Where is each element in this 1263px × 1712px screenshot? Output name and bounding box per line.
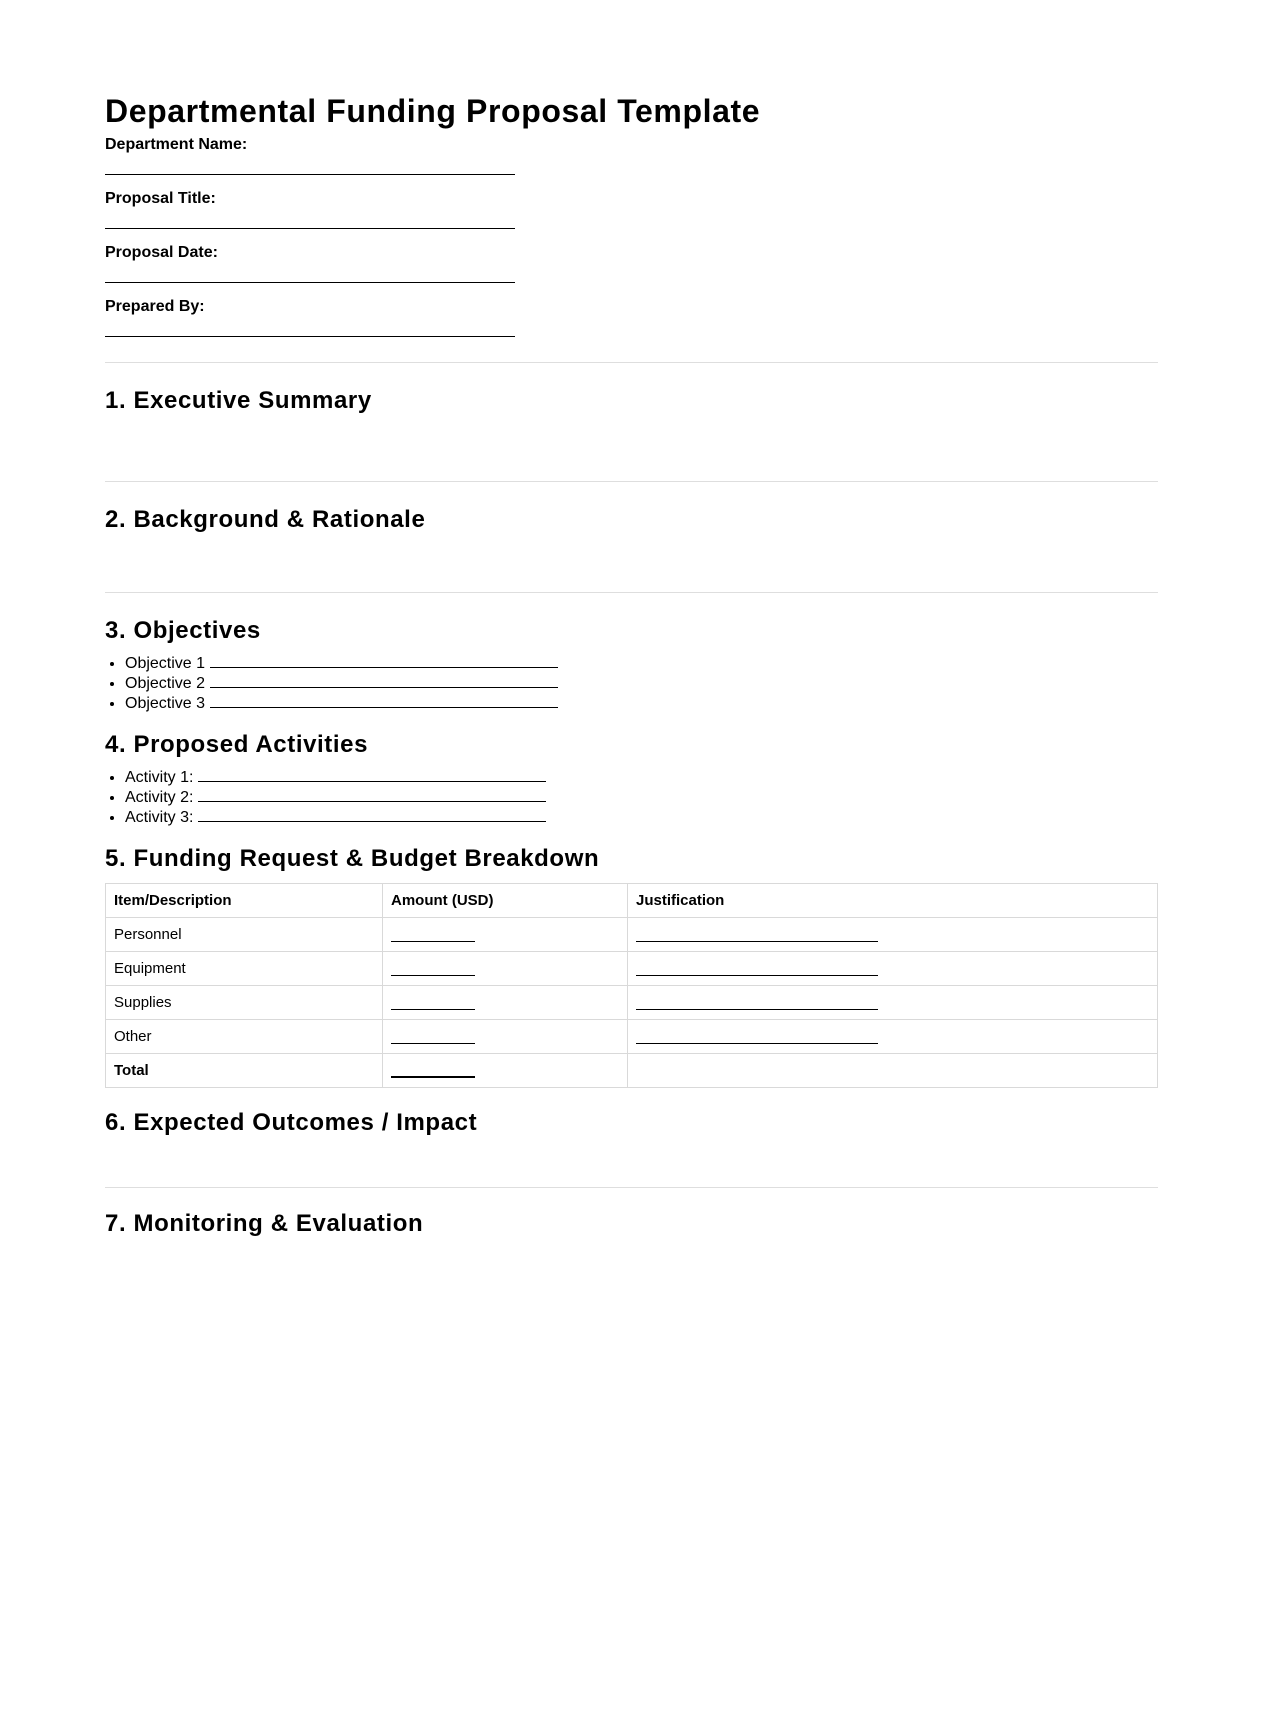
proposal-date-label: Proposal Date:: [105, 244, 218, 261]
justification-cell: [628, 1020, 1158, 1054]
justification-blank[interactable]: [636, 1043, 878, 1044]
table-row: [106, 952, 1158, 986]
justification-cell: [628, 918, 1158, 952]
amount-cell: [383, 1020, 628, 1054]
objective-blank[interactable]: [210, 653, 558, 668]
objectives-list: [105, 653, 558, 713]
divider: [105, 481, 1158, 482]
table-row: [106, 986, 1158, 1020]
department-name-label: Department Name:: [105, 136, 248, 153]
column-header-item: Item/Description: [106, 884, 383, 918]
budget-table: [105, 883, 1158, 1088]
section-heading-background: 2. Background & Rationale: [105, 506, 426, 533]
row-item-label: Other: [106, 1020, 383, 1054]
justification-cell: [628, 986, 1158, 1020]
activity-blank[interactable]: [198, 787, 546, 802]
activity-label: Activity 2:: [125, 789, 194, 806]
activity-label: Activity 3:: [125, 809, 194, 826]
objective-label: Objective 1: [125, 655, 206, 672]
activity-label: Activity 1:: [125, 769, 194, 786]
table-row: [106, 1020, 1158, 1054]
justification-cell: [628, 952, 1158, 986]
department-name-field[interactable]: [105, 174, 515, 175]
prepared-by-field[interactable]: [105, 336, 515, 337]
justification-blank[interactable]: [636, 975, 878, 976]
objective-label: Objective 2: [125, 675, 206, 692]
divider: [105, 362, 1158, 363]
amount-cell: [383, 986, 628, 1020]
amount-blank[interactable]: [391, 1009, 475, 1010]
row-item-label: Supplies: [106, 986, 383, 1020]
section-heading-funding: 5. Funding Request & Budget Breakdown: [105, 845, 600, 872]
section-heading-monitoring: 7. Monitoring & Evaluation: [105, 1210, 424, 1237]
total-label: Total: [106, 1054, 383, 1088]
document-title: Departmental Funding Proposal Template: [105, 93, 761, 129]
activities-list: [105, 767, 546, 827]
proposal-title-field[interactable]: [105, 228, 515, 229]
amount-blank[interactable]: [391, 941, 475, 942]
row-item-label: Personnel: [106, 918, 383, 952]
divider: [105, 1187, 1158, 1188]
proposal-date-field[interactable]: [105, 282, 515, 283]
list-item: [125, 787, 546, 807]
total-amount-cell: [383, 1054, 628, 1088]
table-header-row: [106, 884, 1158, 918]
row-item-label: Equipment: [106, 952, 383, 986]
proposal-title-label: Proposal Title:: [105, 190, 216, 207]
objective-label: Objective 3: [125, 695, 206, 712]
section-heading-executive-summary: 1. Executive Summary: [105, 387, 372, 414]
total-empty-cell: [628, 1054, 1158, 1088]
section-heading-activities: 4. Proposed Activities: [105, 731, 369, 758]
section-heading-objectives: 3. Objectives: [105, 617, 261, 644]
list-item: [125, 673, 558, 693]
amount-blank[interactable]: [391, 975, 475, 976]
list-item: [125, 693, 558, 713]
divider: [105, 592, 1158, 593]
column-header-amount: Amount (USD): [383, 884, 628, 918]
list-item: [125, 767, 546, 787]
justification-blank[interactable]: [636, 941, 878, 942]
table-row: [106, 918, 1158, 952]
objective-blank[interactable]: [210, 693, 558, 708]
amount-cell: [383, 918, 628, 952]
activity-blank[interactable]: [198, 807, 546, 822]
amount-cell: [383, 952, 628, 986]
amount-blank[interactable]: [391, 1043, 475, 1044]
list-item: [125, 653, 558, 673]
total-amount-blank[interactable]: [391, 1076, 475, 1078]
prepared-by-label: Prepared By:: [105, 298, 205, 315]
justification-blank[interactable]: [636, 1009, 878, 1010]
column-header-justification: Justification: [628, 884, 1158, 918]
activity-blank[interactable]: [198, 767, 546, 782]
objective-blank[interactable]: [210, 673, 558, 688]
total-row: [106, 1054, 1158, 1088]
list-item: [125, 807, 546, 827]
section-heading-outcomes: 6. Expected Outcomes / Impact: [105, 1109, 478, 1136]
